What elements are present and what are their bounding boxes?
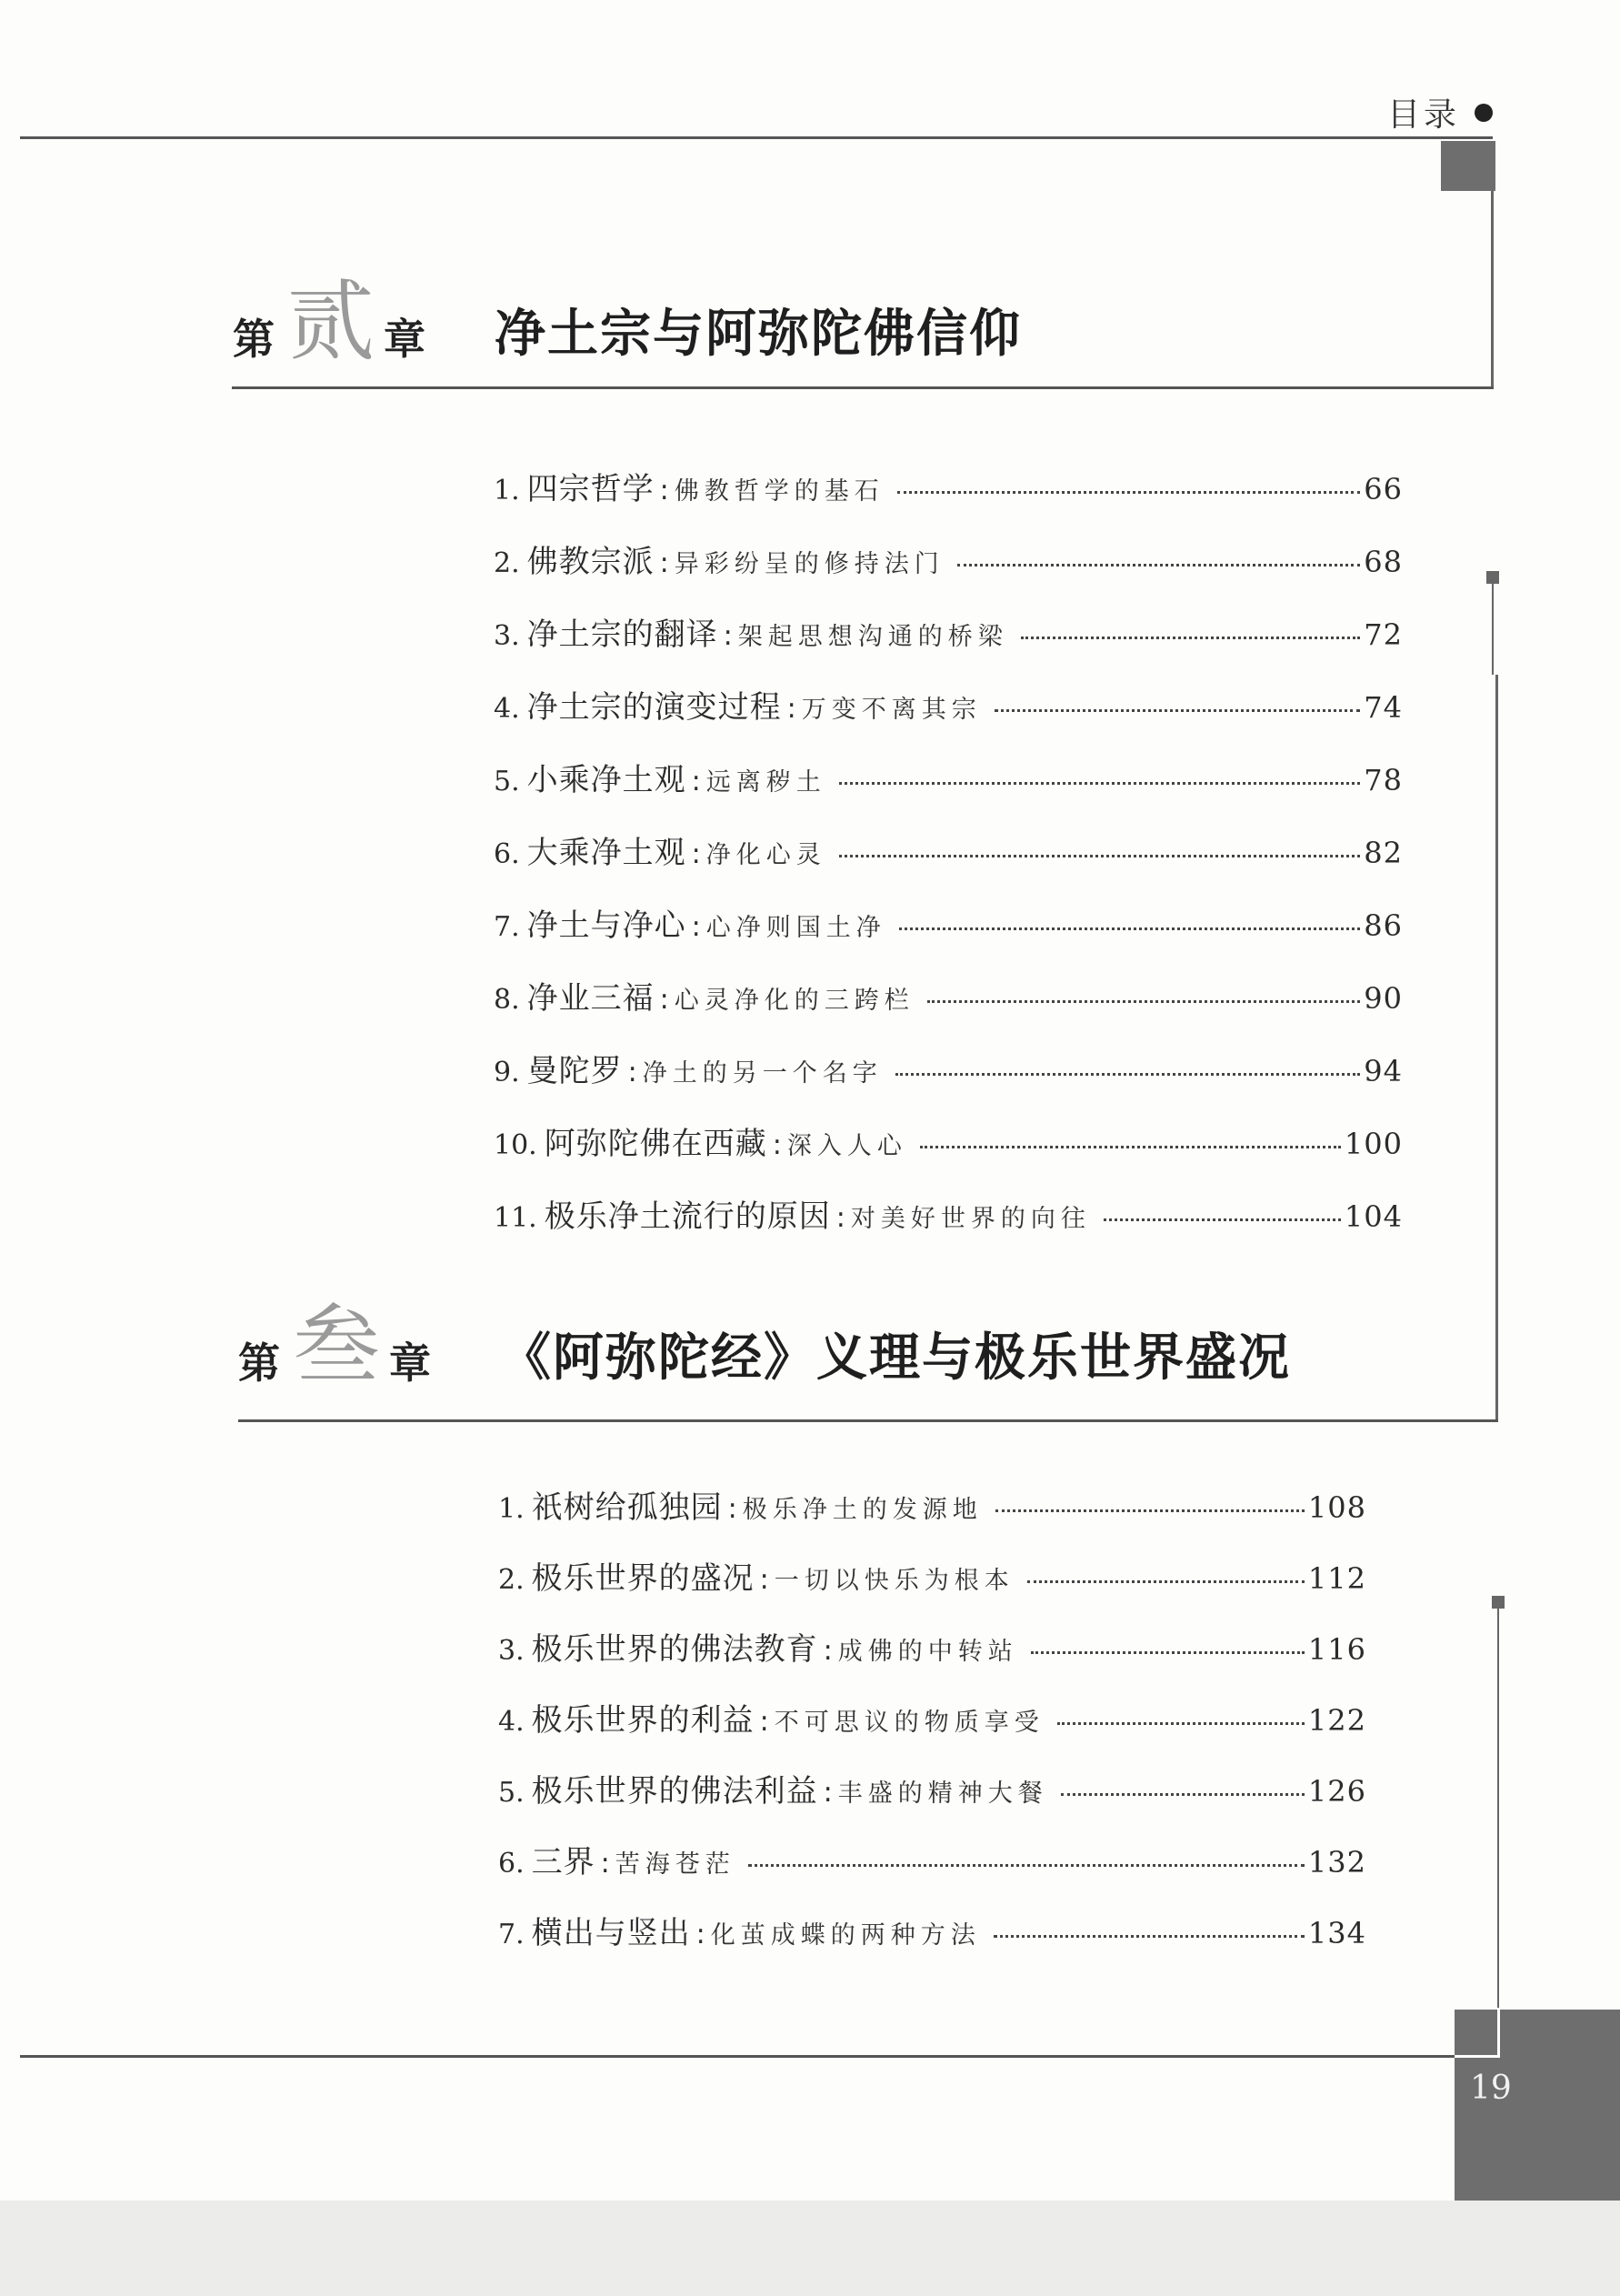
toc-entry-subtitle: 化茧成蝶的两种方法 bbox=[710, 1921, 981, 1950]
toc-entry[interactable] bbox=[494, 973, 1403, 1046]
toc-entry-number: 3. bbox=[494, 620, 520, 652]
toc-entry-page: 134 bbox=[1307, 1916, 1366, 1950]
toc-entry-title: 曼陀罗 bbox=[526, 1053, 623, 1089]
toc-entry-number: 6. bbox=[494, 838, 520, 870]
toc-entry-subtitle: 净化心灵 bbox=[705, 841, 826, 869]
toc-entry-subtitle: 对美好世界的向往 bbox=[850, 1205, 1091, 1233]
toc-entry[interactable] bbox=[498, 1766, 1366, 1837]
chapter2-toc bbox=[494, 464, 1403, 1264]
toc-entry-number: 5. bbox=[494, 766, 520, 797]
toc-entry[interactable] bbox=[494, 464, 1403, 536]
chapter3-frame-right bbox=[1495, 675, 1498, 1422]
dot-leader bbox=[995, 709, 1361, 712]
toc-entry-page: 108 bbox=[1307, 1490, 1366, 1525]
chapter3-side-rule bbox=[1497, 1609, 1499, 2022]
toc-entry-page: 74 bbox=[1364, 690, 1403, 725]
toc-entry-page: 72 bbox=[1364, 617, 1403, 652]
dot-leader bbox=[1104, 1218, 1341, 1221]
toc-entry-subtitle: 不可思议的物质享受 bbox=[774, 1709, 1045, 1737]
corner-tab-top bbox=[1441, 141, 1495, 191]
toc-entry-number: 4. bbox=[494, 693, 520, 725]
chapter3-toc bbox=[498, 1482, 1366, 1979]
running-head-text: 目录 bbox=[1386, 96, 1460, 134]
toc-entry-title: 极乐世界的佛法教育 bbox=[531, 1631, 818, 1668]
chapter-number: 贰 bbox=[287, 271, 375, 373]
chapter-number: 叁 bbox=[293, 1295, 380, 1397]
chapter-prefix: 第 bbox=[233, 315, 275, 364]
toc-entry-title: 四宗哲学 bbox=[526, 471, 655, 507]
toc-entry-page: 132 bbox=[1307, 1845, 1366, 1880]
footer-hook-vertical bbox=[1497, 2008, 1500, 2058]
marker-square bbox=[1492, 1596, 1505, 1609]
chapter2-side-rule bbox=[1492, 584, 1494, 675]
toc-entry-number: 10. bbox=[494, 1129, 537, 1161]
toc-entry-number: 1. bbox=[498, 1493, 525, 1525]
toc-entry-colon: : bbox=[659, 984, 669, 1016]
toc-entry[interactable] bbox=[494, 827, 1403, 900]
toc-entry-colon: : bbox=[659, 547, 669, 579]
dot-leader bbox=[895, 1073, 1361, 1076]
toc-entry-title: 大乘净土观 bbox=[526, 835, 686, 871]
toc-entry-colon: : bbox=[835, 1202, 845, 1234]
chapter2-heading bbox=[233, 271, 1022, 373]
toc-entry-colon: : bbox=[759, 1564, 769, 1596]
marker-square bbox=[1486, 571, 1499, 584]
toc-entry-subtitle: 深入人心 bbox=[786, 1132, 907, 1160]
toc-entry-colon: : bbox=[823, 1777, 833, 1809]
toc-entry-number: 1. bbox=[494, 475, 520, 506]
toc-entry-title: 净土宗的翻译 bbox=[526, 617, 718, 653]
dot-leader bbox=[1061, 1793, 1305, 1796]
toc-entry-title: 净土宗的演变过程 bbox=[526, 689, 782, 726]
toc-entry-colon: : bbox=[600, 1848, 610, 1880]
toc-entry-number: 7. bbox=[494, 911, 520, 943]
toc-entry[interactable] bbox=[494, 609, 1403, 682]
toc-entry-page: 100 bbox=[1344, 1127, 1403, 1161]
toc-entry-title: 阿弥陀佛在西藏 bbox=[544, 1126, 767, 1162]
footer-rule bbox=[20, 2055, 1475, 2058]
toc-entry-colon: : bbox=[627, 1057, 637, 1088]
header-rule bbox=[20, 136, 1493, 139]
chapter-title: 净土宗与阿弥陀佛信仰 bbox=[495, 305, 1022, 364]
toc-entry-colon: : bbox=[772, 1129, 782, 1161]
toc-entry-title: 极乐净土流行的原因 bbox=[544, 1198, 831, 1235]
toc-entry-title: 净土与净心 bbox=[526, 907, 686, 944]
dot-leader bbox=[920, 1146, 1341, 1148]
chapter-suffix: 章 bbox=[389, 1338, 431, 1388]
toc-entry-number: 4. bbox=[498, 1706, 525, 1738]
toc-entry[interactable] bbox=[494, 536, 1403, 609]
toc-entry[interactable] bbox=[498, 1908, 1366, 1979]
toc-entry-number: 11. bbox=[494, 1202, 537, 1234]
toc-entry-title: 净业三福 bbox=[526, 980, 655, 1017]
toc-entry-title: 极乐世界的佛法利益 bbox=[531, 1773, 818, 1810]
toc-entry-subtitle: 丰盛的精神大餐 bbox=[837, 1780, 1048, 1808]
toc-entry-colon: : bbox=[691, 766, 701, 797]
toc-entry[interactable] bbox=[494, 682, 1403, 755]
toc-entry-colon: : bbox=[723, 620, 733, 652]
toc-entry-page: 78 bbox=[1364, 763, 1403, 797]
toc-entry-subtitle: 佛教哲学的基石 bbox=[674, 477, 885, 506]
toc-entry-number: 8. bbox=[494, 984, 520, 1016]
toc-entry-number: 9. bbox=[494, 1057, 520, 1088]
toc-entry-subtitle: 极乐净土的发源地 bbox=[742, 1496, 983, 1524]
dot-leader bbox=[927, 1000, 1361, 1003]
toc-entry-page: 126 bbox=[1307, 1774, 1366, 1809]
toc-entry[interactable] bbox=[494, 1118, 1403, 1191]
toc-entry-title: 极乐世界的盛况 bbox=[531, 1560, 755, 1597]
toc-entry-page: 122 bbox=[1307, 1703, 1366, 1738]
toc-entry-subtitle: 苦海苍茫 bbox=[615, 1850, 735, 1879]
toc-entry-page: 104 bbox=[1344, 1199, 1403, 1234]
toc-entry-page: 66 bbox=[1364, 472, 1403, 506]
toc-entry-subtitle: 异彩纷呈的修持法门 bbox=[674, 550, 945, 578]
dot-leader bbox=[897, 491, 1361, 494]
toc-entry-title: 极乐世界的利益 bbox=[531, 1702, 755, 1739]
toc-entry-page: 82 bbox=[1364, 836, 1403, 870]
toc-entry-colon: : bbox=[759, 1706, 769, 1738]
toc-entry-page: 94 bbox=[1364, 1054, 1403, 1088]
toc-entry-colon: : bbox=[691, 911, 701, 943]
toc-entry[interactable] bbox=[498, 1482, 1366, 1553]
chapter2-frame-right bbox=[1491, 191, 1494, 389]
toc-entry-title: 祇树给孤独园 bbox=[531, 1489, 723, 1526]
dot-leader bbox=[1057, 1722, 1305, 1725]
dot-leader bbox=[1031, 1651, 1305, 1654]
toc-entry-colon: : bbox=[823, 1635, 833, 1667]
dot-leader bbox=[994, 1935, 1305, 1938]
toc-entry-colon: : bbox=[659, 475, 669, 506]
toc-entry-page: 86 bbox=[1364, 908, 1403, 943]
toc-entry-subtitle: 净土的另一个名字 bbox=[642, 1059, 883, 1088]
dot-leader bbox=[957, 564, 1361, 566]
toc-entry-subtitle: 万变不离其宗 bbox=[801, 696, 982, 724]
toc-entry[interactable] bbox=[498, 1695, 1366, 1766]
toc-entry-number: 5. bbox=[498, 1777, 525, 1809]
toc-entry-number: 2. bbox=[498, 1564, 525, 1596]
chapter3-heading bbox=[238, 1295, 1291, 1397]
toc-entry[interactable] bbox=[494, 755, 1403, 827]
dot-leader bbox=[995, 1509, 1305, 1512]
chapter2-underline bbox=[232, 386, 1494, 389]
toc-entry[interactable] bbox=[494, 1046, 1403, 1118]
toc-entry-page: 90 bbox=[1364, 981, 1403, 1016]
toc-entry-subtitle: 心灵净化的三跨栏 bbox=[674, 987, 915, 1015]
toc-entry-title: 小乘净土观 bbox=[526, 762, 686, 798]
toc-entry-number: 7. bbox=[498, 1919, 525, 1950]
toc-entry-title: 佛教宗派 bbox=[526, 544, 655, 580]
toc-entry[interactable] bbox=[494, 900, 1403, 973]
toc-entry-page: 116 bbox=[1307, 1632, 1366, 1667]
dot-leader bbox=[1027, 1580, 1305, 1583]
toc-entry-colon: : bbox=[695, 1919, 705, 1950]
toc-entry-number: 2. bbox=[494, 547, 520, 579]
running-head bbox=[1387, 89, 1493, 135]
chapter-prefix: 第 bbox=[238, 1338, 280, 1388]
toc-entry-page: 68 bbox=[1364, 545, 1403, 579]
toc-entry[interactable] bbox=[498, 1624, 1366, 1695]
toc-entry-title: 三界 bbox=[531, 1844, 595, 1880]
toc-entry-page: 112 bbox=[1307, 1561, 1366, 1596]
chapter-title: 《阿弥陀经》义理与极乐世界盛况 bbox=[500, 1328, 1291, 1388]
dot-leader bbox=[1021, 637, 1361, 639]
toc-entry-subtitle: 心净则国土净 bbox=[705, 914, 886, 942]
dot-leader bbox=[839, 782, 1361, 785]
toc-entry[interactable] bbox=[498, 1837, 1366, 1908]
toc-entry-subtitle: 远离秽土 bbox=[705, 768, 826, 797]
toc-entry-colon: : bbox=[786, 693, 796, 725]
dot-leader bbox=[748, 1864, 1305, 1867]
toc-entry-subtitle: 架起思想沟通的桥梁 bbox=[737, 623, 1008, 651]
dot-leader bbox=[839, 855, 1361, 857]
page-number: 19 bbox=[1470, 2070, 1512, 2107]
chapter3-underline bbox=[238, 1419, 1498, 1422]
toc-entry[interactable] bbox=[494, 1191, 1403, 1264]
toc-entry-colon: : bbox=[727, 1493, 737, 1525]
dot-leader bbox=[899, 927, 1361, 930]
toc-entry-title: 横出与竖出 bbox=[531, 1915, 691, 1951]
toc-entry-subtitle: 一切以快乐为根本 bbox=[774, 1567, 1015, 1595]
chapter-suffix: 章 bbox=[384, 315, 425, 364]
toc-entry-number: 3. bbox=[498, 1635, 525, 1667]
footer-hook-horizontal bbox=[1455, 2055, 1500, 2058]
toc-entry-number: 6. bbox=[498, 1848, 525, 1880]
toc-entry[interactable] bbox=[498, 1553, 1366, 1624]
toc-entry-subtitle: 成佛的中转站 bbox=[837, 1638, 1018, 1666]
bullet-dot-icon bbox=[1475, 104, 1493, 122]
toc-entry-colon: : bbox=[691, 838, 701, 870]
